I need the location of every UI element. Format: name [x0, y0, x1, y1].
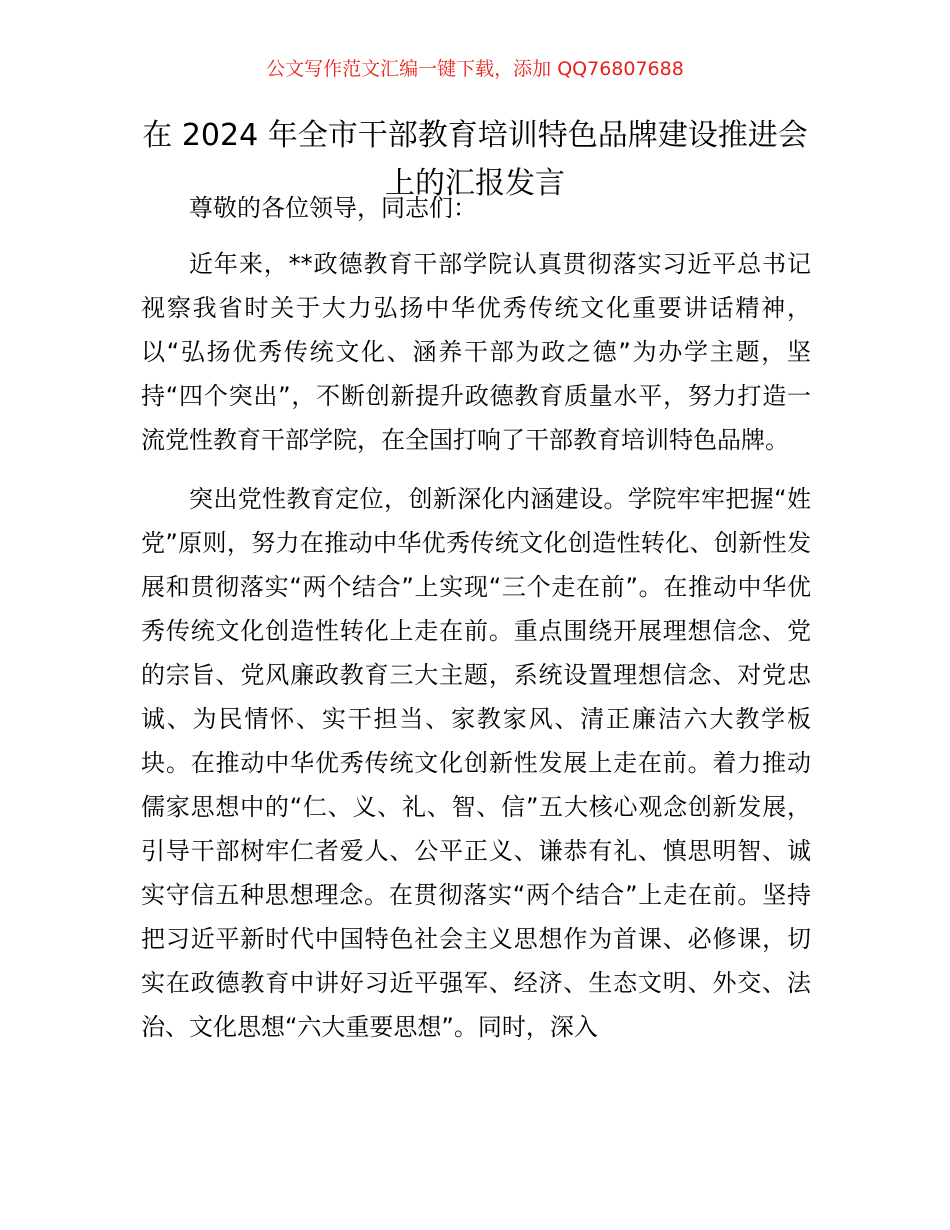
salutation: 尊敬的各位领导，同志们：	[189, 194, 477, 222]
document-body	[141, 186, 811, 1064]
download-notice: 公文写作范文汇编一键下载，添加 QQ76807688	[266, 58, 684, 80]
paragraph-intro: 近年来，**政德教育干部学院认真贯彻落实习近平总书记视察我省时关于大力弘扬中华优秀传统文化重要讲话精神，以“弘扬优秀传统文化、涵养干部为政之德”为办学主题，坚持“四个突出”，不断创新提升政德教育质量水平，努力打造一流党性教育干部学院，在全国打响了干部教育培训特色品牌。	[141, 250, 811, 454]
paragraph-party-education: 突出党性教育定位，创新深化内涵建设。学院牢牢把握“姓党”原则，努力在推动中华优秀传统文化创造性转化、创新性发展和贯彻落实“两个结合”上实现“三个走在前”。在推动中华优秀传统文化创造性转化上走在前。重点围绕开展理想信念、党的宗旨、党风廉政教育三大主题，系统设置理想信念、对党忠诚、为民情怀、实干担当、家教家风、清正廉洁六大教学板块。在推动中华优秀传统文化创新性发展上走在前。着力推动儒家思想中的“仁、义、礼、智、信”五大核心观念创新发展，引导干部树牢仁者爱人、公平正义、谦恭有礼、慎思明智、诚实守信五种思想理念。在贯彻落实“两个结合”上走在前。坚持把习近平新时代中国特色社会主义思想作为首课、必修课，切实在政德教育中讲好习近平强军、经济、生态文明、外交、法治、文化思想“六大重要思想”。同时，深入	[141, 485, 811, 1041]
document-title: 在 2024 年全市干部教育培训特色品牌建设推进会上的汇报发言	[142, 118, 808, 201]
